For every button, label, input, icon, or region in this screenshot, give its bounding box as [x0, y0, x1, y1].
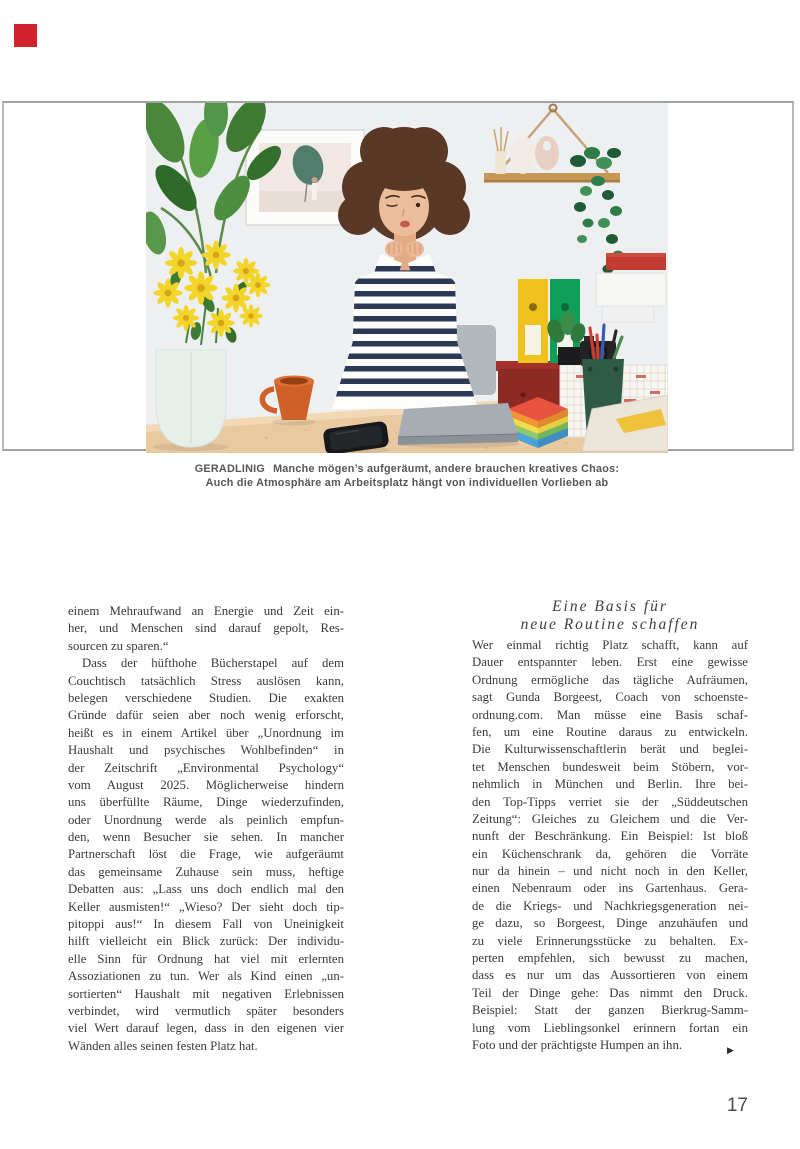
brand-red-square — [14, 24, 37, 47]
text-line: Couchtisch tatsächlich Stress auslösen kann, — [68, 673, 344, 688]
text-line: uns überfüllte Räume, Dinge wiederzufinden, — [68, 795, 344, 810]
text-line: oder Unordnung werde als peinlich empfun- — [68, 812, 344, 827]
text-line: Wer einmal richtig Platz schafft, kann auf — [472, 638, 748, 652]
section-heading-line-2: neue Routine schaffen — [520, 615, 700, 633]
text-line: zu viele Erinnerungsstücke zu behalten. Ex- — [472, 933, 748, 948]
text-line: perten empfehlen, sich bewusst zu machen, — [472, 951, 748, 966]
article-left-column — [68, 603, 344, 1055]
text-line: vom August 2025. Möglicherweise hindern — [68, 777, 344, 792]
caption-line-1 — [60, 462, 754, 476]
text-line: de die Kriegs- und Nachkriegsgeneration nei- — [472, 898, 748, 913]
text-line: Beispiel: Statt der ganzen Bierkrug-Samm- — [472, 1003, 748, 1018]
text-line: Dass der hüfthohe Bücherstapel auf dem — [82, 656, 344, 671]
article-right-column — [472, 598, 748, 1054]
text-line: Foto und der prächtigste Humpen an ihn. — [472, 1037, 683, 1052]
text-line: den Top-Tipps verriet sie der „Süddeutschen — [472, 794, 748, 809]
pink-vase — [535, 136, 559, 170]
text-line: sagt Gunda Borgeest, Coach von schoenste- — [472, 690, 748, 705]
caption-line-2: Auch die Atmosphäre am Arbeitsplatz hängt von individuellen Vorlieben ab — [205, 477, 609, 489]
text-line: Zeitung“: Gleiches zu Gleichem und die Ver- — [472, 811, 748, 826]
text-line: einen Nebenraum oder ins Gartenhaus. Gera- — [472, 881, 748, 896]
text-line: ein Küchenschrank da, gehören die Vorräte — [472, 846, 748, 861]
text-line: Die Kulturwissenschaftlerin berät und beglei- — [472, 742, 748, 757]
text-line: viel Wert darauf legen, dass in den eigenen vier — [68, 1021, 344, 1036]
text-line: Dauer entspannter leben. Erst eine gewisse — [472, 655, 748, 670]
text-line: nur da hinein – und nicht noch in den Keller, — [472, 864, 748, 879]
text-line: hilft vielleicht ein Blick zurück: Der individu- — [68, 934, 344, 949]
text-line: nunft der Beschränkung. Ein Beispiel: Ist bloß — [472, 829, 748, 844]
text-line: Debatten aus: „Lass uns doch endlich mal den — [68, 882, 344, 897]
text-line: den, wenn Besucher sie sehen. In mancher — [68, 830, 344, 845]
text-line: Gründe dafür seien aber noch wenig erforscht, — [68, 708, 344, 723]
text-line: tet Menschen bundesweit beim Stöbern, vor- — [472, 759, 748, 774]
white-jug — [510, 136, 536, 174]
text-line: Ordnung ermögliche das tägliche Aufräumen, — [472, 672, 748, 687]
section-heading-line-1: Eine Basis für — [552, 598, 668, 615]
text-line: einem Mehraufwand an Energie und Zeit ein- — [68, 604, 344, 618]
text-line: lung vom Lieblingsonkel erinnern fortan ein — [472, 1020, 748, 1035]
text-line: fen, um eine Routine daraus zu entwickeln. — [472, 724, 748, 739]
continuation-arrow-icon: ▶ — [727, 1046, 734, 1056]
text-line: belegen verschiedene Studien. Die exakten — [68, 690, 344, 705]
hair-fringe — [371, 159, 437, 191]
text-line: ge dazu, so Borgeest, Dinge anzuhäufen und — [472, 916, 748, 931]
right-column-text — [472, 637, 748, 1054]
binder-yellow — [518, 279, 548, 363]
workspace-photo — [146, 103, 668, 453]
text-line: Haushalt und psychisches Wohlbefinden“ in — [68, 743, 344, 758]
text-line: Keller ausmisten!“ „Wieso? Der sieht doch tip- — [68, 899, 344, 914]
text-line: Wänden alles seinen festen Platz hat. — [68, 1038, 258, 1053]
text-line: sourcen zu sparen.“ — [68, 638, 169, 653]
text-line: heißt es in einem Artikel über „Unordnung im — [68, 725, 344, 740]
laptop — [398, 403, 518, 445]
photo-caption — [60, 462, 754, 490]
text-line: verbindet, wird vermutlich später besonders — [68, 1003, 344, 1018]
text-line: ordnung.com. Man müsse eine Basis schaf- — [472, 707, 748, 722]
text-line: pitoppi aus!“ In diesem Fall von Uneinigkeit — [68, 917, 344, 932]
mint-vase — [156, 350, 226, 447]
caption-text-1: Manche mögen’s aufgeräumt, andere brauchen kreatives Chaos: — [273, 463, 620, 475]
text-line: dass es nur um das Aussortieren von einem — [472, 968, 748, 983]
section-heading — [472, 598, 748, 633]
text-line: das gemeinsame Zuhause sein muss, heftige — [68, 864, 344, 879]
text-line: elle Sinn für Ordnung hat viel mit erlernten — [68, 951, 344, 966]
text-line: Partnerschaft löst die Frage, wie aufgeräumt — [68, 847, 344, 862]
text-line: der Zeitschrift „Environmental Psychology“ — [68, 760, 344, 775]
text-line: her, und Menschen sind darauf gepolt, Res- — [68, 621, 344, 636]
red-wall-box — [606, 253, 666, 270]
text-line: nehmlich in München und Berlin. Ihre bei- — [472, 777, 748, 792]
page-number: 17 — [726, 1095, 748, 1116]
text-line: sortierten“ Haushalt mit negativen Erlebnissen — [68, 986, 344, 1001]
text-line: Teil der Dinge gehe: Das nimmt den Druck. — [472, 985, 748, 1000]
text-line: Assoziationen zu tun. Wer als Kind einen „un- — [68, 969, 344, 984]
caption-tag: GERADLINIG — [194, 463, 266, 475]
lips — [400, 221, 410, 228]
